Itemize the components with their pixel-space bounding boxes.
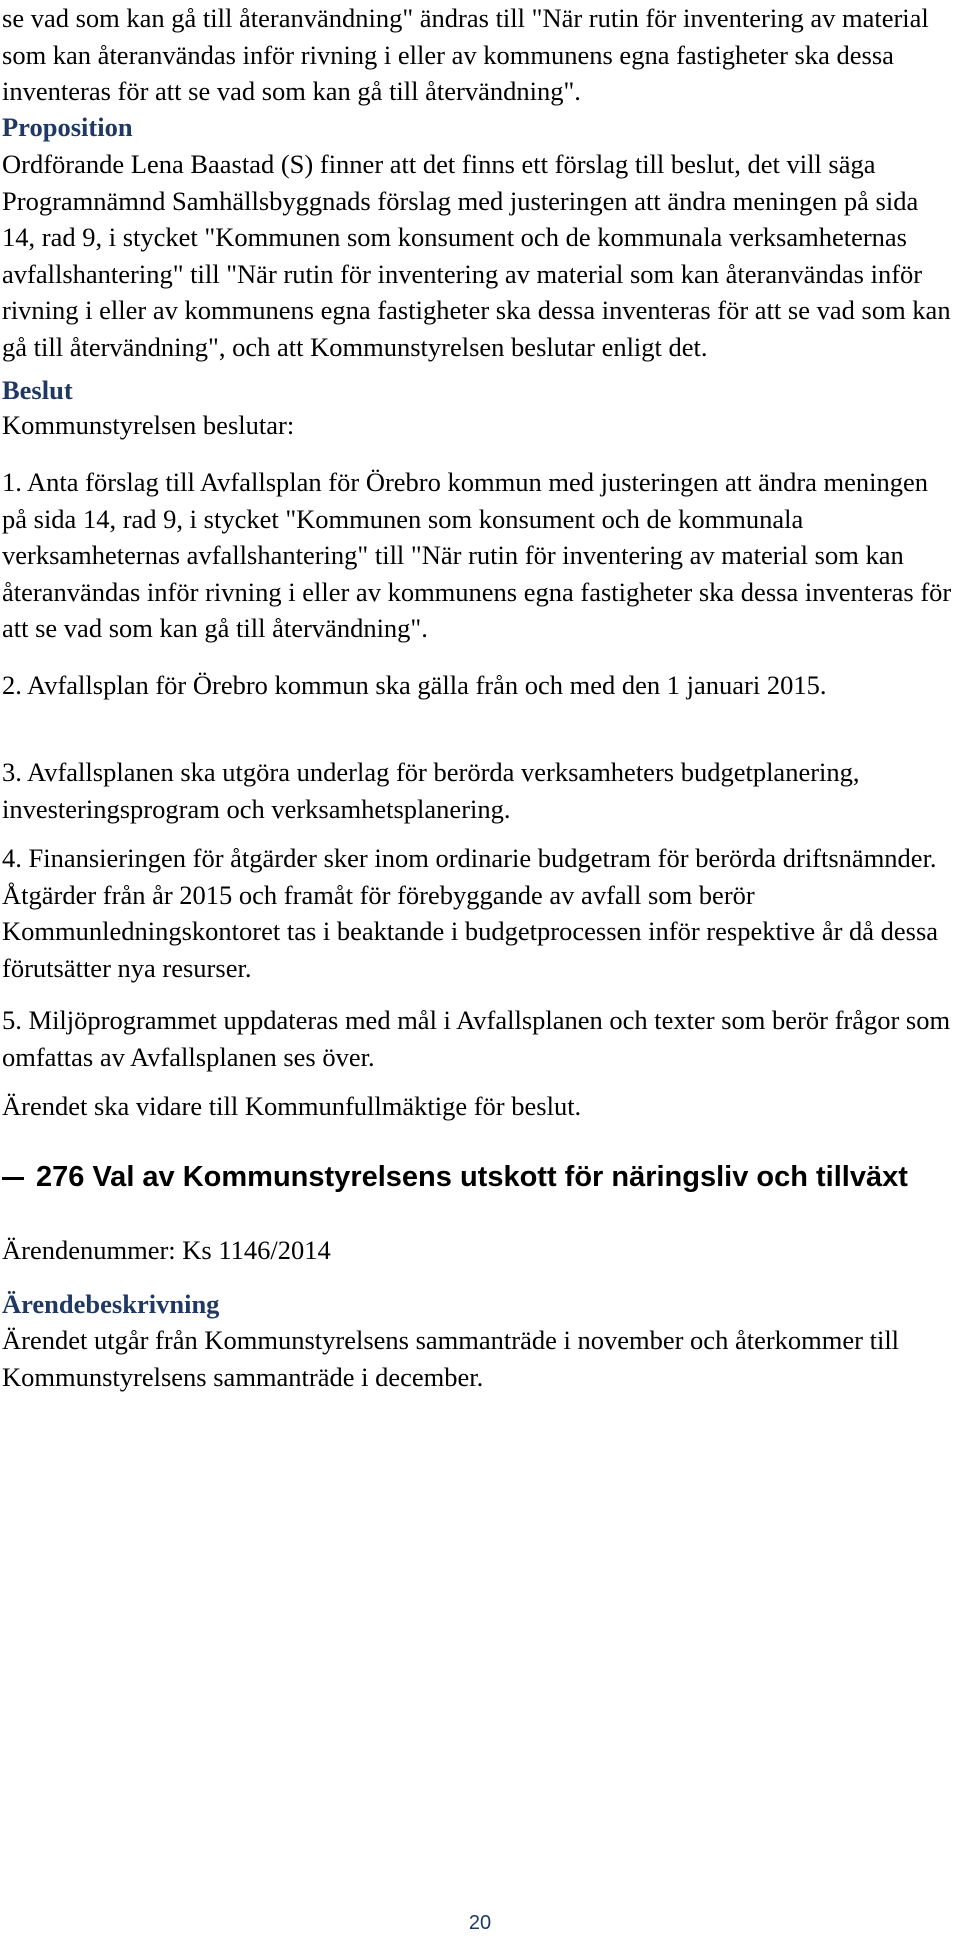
proposition-text: Ordförande Lena Baastad (S) finner att det finns ett förslag till beslut, det vill säga Programnämnd Samhällsbyggnads förslag med justeringen att ändra meningen på sida 14, rad 9, i stycket "Kommunen som konsument och de kommunala verksamheternas avfallshantering" till "När rutin för inventering av material som kan återanvändas inför rivning i eller av kommunens egna fastigheter ska dessa inventeras för att se vad som kan gå till återvändning", och att Kommunstyrelsen beslutar enligt det. (2, 149, 951, 362)
proposition-heading: Proposition (2, 112, 133, 142)
arendebeskrivning-heading: Ärendebeskrivning (2, 1289, 220, 1319)
case-number: Ärendenummer: Ks 1146/2014 (2, 1235, 331, 1265)
decision-item-3: 3. Avfallsplanen ska utgöra underlag för berörda verksamheters budgetplanering, investeringsprogram och verksamhetsplanering. (2, 757, 860, 824)
beslut-closing: Ärendet ska vidare till Kommunfullmäktige för beslut. (2, 1091, 582, 1121)
decision-item-2: 2. Avfallsplan för Örebro kommun ska gälla från och med den 1 januari 2015. (2, 670, 827, 700)
page-number: 20 (468, 1912, 492, 1934)
arendebeskrivning-text: Ärendet utgår från Kommunstyrelsens sammanträde i november och återkommer till Kommunstyrelsens sammanträde i december. (2, 1325, 900, 1392)
continuation-text: se vad som kan gå till återanvändning" ändras till "När rutin för inventering av material som kan återanvändas inför rivning i eller av kommunens egna fastigheter ska dessa inventeras för att se vad som kan gå till återvändning". (2, 3, 929, 106)
decision-item-5: 5. Miljöprogrammet uppdateras med mål i Avfallsplanen och texter som berör frågor som omfattas av Avfallsplanen ses över. (2, 1005, 951, 1072)
decision-item-1: 1. Anta förslag till Avfallsplan för Örebro kommun med justeringen att ändra meningen på sida 14, rad 9, i stycket "Kommunen som konsument och de kommunala verksamheternas avfallshantering" till "När rutin för inventering av material som kan återanvändas inför rivning i eller av kommunens egna fastigheter ska dessa inventeras för att se vad som kan gå till återvändning". (2, 467, 952, 643)
proposition-paragraph (2, 146, 957, 365)
decision-item-4: 4. Finansieringen för åtgärder sker inom ordinarie budgetram för berörda driftsnämnder. Åtgärder från år 2015 och framåt för förebyggande av avfall som berör Kommunledningskontoret tas i beaktande i budgetprocessen inför respektive år då dessa förutsätter nya resurser. (2, 843, 939, 983)
section-marker (2, 1177, 24, 1180)
section-276-title-text: 276 Val av Kommunstyrelsens utskott för näringsliv och tillväxt (36, 1161, 908, 1193)
section-276-title (2, 1159, 957, 1196)
beslut-heading: Beslut (2, 375, 73, 405)
beslut-intro: Kommunstyrelsen beslutar: (2, 410, 295, 440)
continuation-paragraph (2, 0, 957, 110)
